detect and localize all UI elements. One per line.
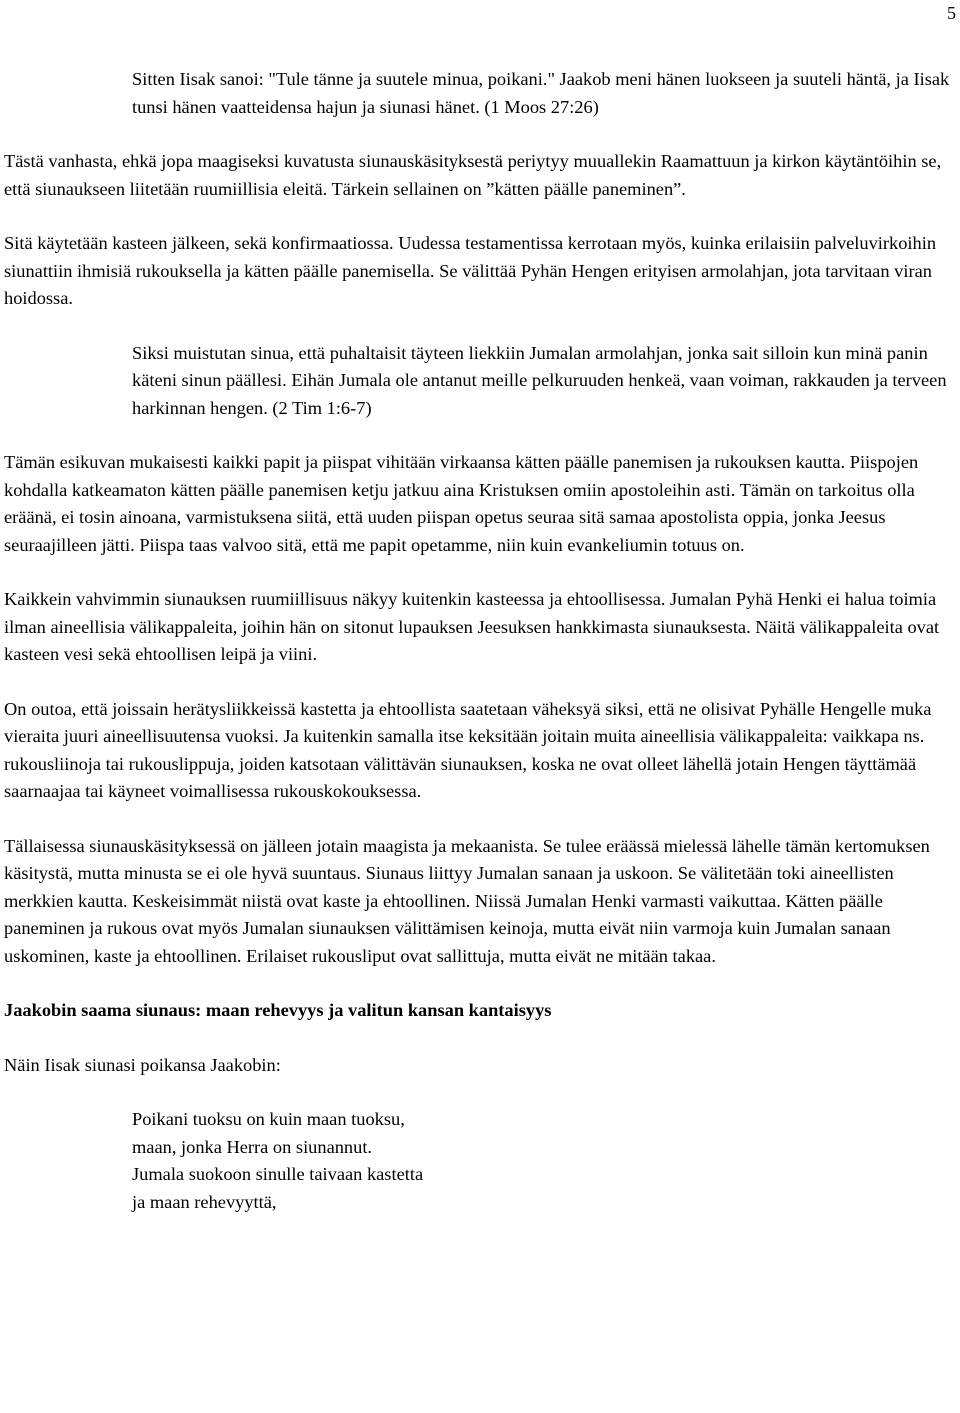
section-heading: Jaakobin saama siunaus: maan rehevyys ja valitun kansan kantaisyys	[4, 1000, 552, 1020]
quote-timothy: Siksi muistutan sinua, että puhaltaisit täyteen liekkiin Jumalan armolahjan, jonka sait silloin kun minä panin käteni sinun päällesi. Eihän Jumala ole antanut meille pelkuruuden henkeä, vaan voiman, rakkauden ja terveen harkinnan hengen. (2 Tim 1:6-7)	[132, 342, 947, 418]
paragraph-revival-movements: On outoa, että joissain herätysliikkeissä kastetta ja ehtoollista saatetaan väheksyä siksi, että ne olisivat Pyhälle Hengelle muka vieraita juuri aineellisuutensa vuoksi. Ja kuitenkin samalla itse keksitään joitain muita aineellisia välikappaleita: vaikkapa ns. rukousliinoja tai rukouslippuja, joiden katsotaan välittävän siunauksen, koska ne ovat olleet lähellä jotain Hengen täyttämää saarnaajaa tai käyneet voimallisessa rukouskokouksessa.	[4, 698, 932, 801]
poem-line: maan, jonka Herra on siunannut.	[132, 1136, 373, 1157]
paragraph-laying-on-hands: Sitä käytetään kasteen jälkeen, sekä konfirmaatiossa. Uudessa testamentissa kerrotaan myös, kuinka erilaisiin palveluvirkoihin siunattiin ihmisiä rukouksella ja kätten päälle panemisella. Se välittää Pyhän Hengen erityisen armolahjan, jota tarvitaan viran hoidossa.	[4, 233, 937, 308]
page-number: 5	[947, 3, 956, 23]
poem-line: Poikani tuoksu on kuin maan tuoksu,	[132, 1109, 405, 1129]
poem-quote	[132, 1106, 956, 1216]
poem-line: Jumala suokoon sinulle taivaan kastetta	[132, 1164, 424, 1184]
paragraph-magical-view: Tällaisessa siunauskäsityksessä on jälleen jotain maagista ja mekaanista. Se tulee eräässä mielessä lähelle tämän kertomuksen käsitystä, mutta minusta se ei ole hyvä suuntaus. Siunaus liittyy Jumalan sanaan ja uskoon. Se välitetään toki aineellisten merkkien kautta. Keskeisimmät niistä ovat kaste ja ehtoollinen. Niissä Jumalan Henki varmasti vaikuttaa. Kätten päälle paneminen ja rukous ovat myös Jumalan siunauksen välittämisen keinoja, mutta eivät niin varmoja kuin Jumalan sanaan uskominen, kaste ja ehtoollinen. Erilaiset rukousliput ovat sallittuja, mutta eivät ne mitään takaa.	[4, 835, 930, 966]
poem-line: ja maan rehevyyttä,	[132, 1191, 277, 1212]
paragraph-blessing-origin: Tästä vanhasta, ehkä jopa maagiseksi kuvatusta siunauskäsityksestä periytyy muuallekin Raamattuun ja kirkon käytäntöihin se, että siunaukseen liitetään ruumiillisia eleitä. Tärkein sellainen on ”kätten päälle paneminen”.	[4, 151, 942, 199]
document-body	[4, 66, 956, 1216]
quote-genesis: Sitten Iisak sanoi: "Tule tänne ja suutele minua, poikani." Jaakob meni hänen luokseen ja suuteli häntä, ja Iisak tunsi hänen vaatteidensa hajun ja siunasi hänet. (1 Moos 27:26)	[132, 69, 950, 117]
paragraph-sacraments: Kaikkein vahvimmin siunauksen ruumiillisuus näkyy kuitenkin kasteessa ja ehtoollisessa. Jumalan Pyhä Henki ei halua toimia ilman aineellisia välikappaleita, joihin hän on sitonut lupauksen Jeesuksen hankkimasta siunauksesta. Näitä välikappaleita ovat kasteen vesi sekä ehtoollisen leipä ja viini.	[4, 589, 940, 664]
paragraph-ordination: Tämän esikuvan mukaisesti kaikki papit ja piispat vihitään virkaansa kätten päälle panemisen ja rukouksen kautta. Piispojen kohdalla katkeamaton kätten päälle panemisen ketju jatkuu aina Kristuksen omiin apostoleihin asti. Tämän on tarkoitus olla eräänä, ei tosin ainoana, varmistuksena siitä, että uuden piispan opetus seuraa sitä samaa apostolista oppia, jonka Jeesus seuraajilleen jätti. Piispa taas valvoo sitä, että me papit opetamme, niin kuin evankeliumin totuus on.	[4, 452, 919, 555]
paragraph-iisak-blessing-intro: Näin Iisak siunasi poikansa Jaakobin:	[4, 1054, 281, 1075]
